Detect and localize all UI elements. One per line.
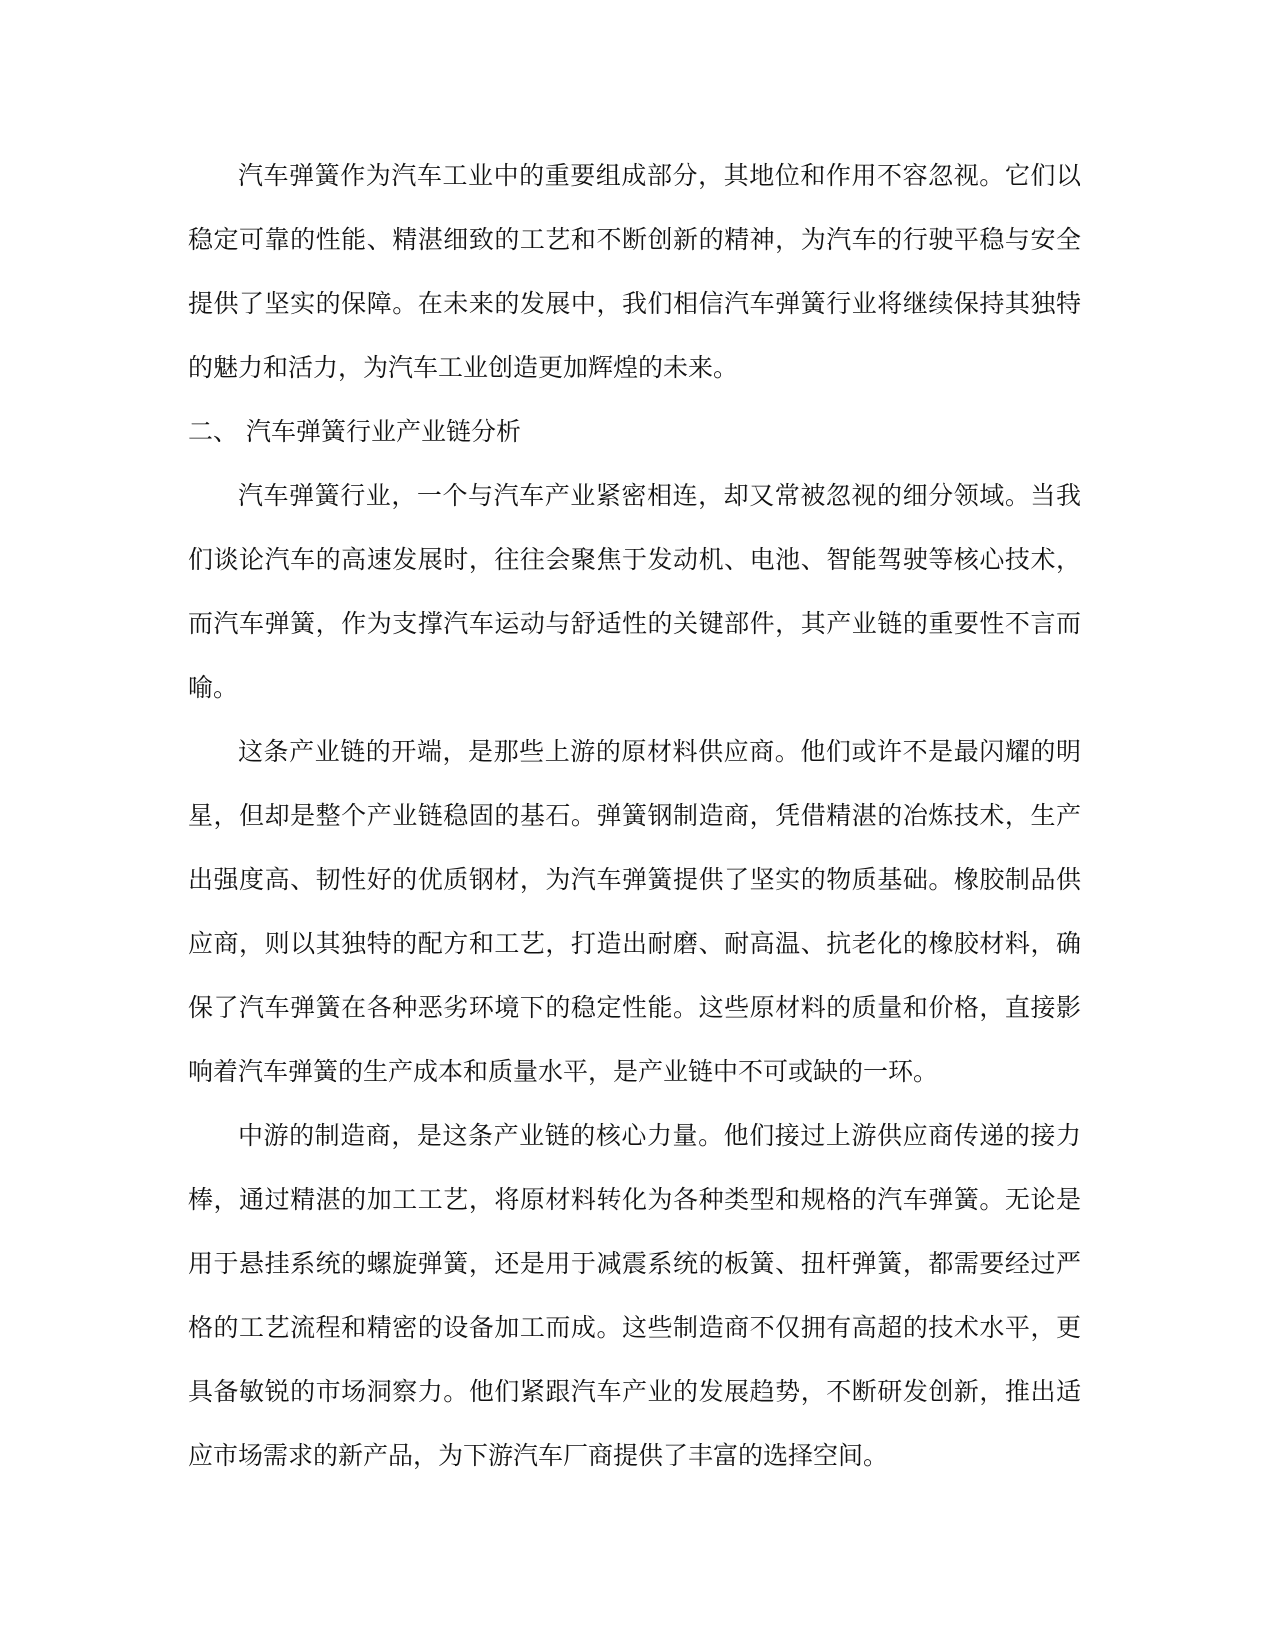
- section-number: 二、: [188, 417, 239, 446]
- paragraph-upstream: 这条产业链的开端，是那些上游的原材料供应商。他们或许不是最闪耀的明星，但却是整个产业链稳固的基石。弹簧钢制造商，凭借精湛的冶炼技术，生产出强度高、韧性好的优质钢材，为汽车弹簧提供了坚实的物质基础。橡胶制品供应商，则以其独特的配方和工艺，打造出耐磨、耐高温、抗老化的橡胶材料，确保了汽车弹簧在各种恶劣环境下的稳定性能。这些原材料的质量和价格，直接影响着汽车弹簧的生产成本和质量水平，是产业链中不可或缺的一环。: [188, 737, 1081, 1086]
- section-title: 汽车弹簧行业产业链分析: [246, 417, 522, 446]
- section-heading: [188, 400, 1081, 464]
- paragraph-midstream: 中游的制造商，是这条产业链的核心力量。他们接过上游供应商传递的接力棒，通过精湛的加工工艺，将原材料转化为各种类型和规格的汽车弹簧。无论是用于悬挂系统的螺旋弹簧，还是用于减震系统的板簧、扭杆弹簧，都需要经过严格的工艺流程和精密的设备加工而成。这些制造商不仅拥有高超的技术水平，更具备敏锐的市场洞察力。他们紧跟汽车产业的发展趋势，不断研发创新，推出适应市场需求的新产品，为下游汽车厂商提供了丰富的选择空间。: [188, 1121, 1081, 1470]
- paragraph-intro: 汽车弹簧行业，一个与汽车产业紧密相连，却又常被忽视的细分领域。当我们谈论汽车的高速发展时，往往会聚焦于发动机、电池、智能驾驶等核心技术，而汽车弹簧，作为支撑汽车运动与舒适性的关键部件，其产业链的重要性不言而喻。: [188, 481, 1081, 702]
- paragraph-conclusion: 汽车弹簧作为汽车工业中的重要组成部分，其地位和作用不容忽视。它们以稳定可靠的性能、精湛细致的工艺和不断创新的精神，为汽车的行驶平稳与安全提供了坚实的保障。在未来的发展中，我们相信汽车弹簧行业将继续保持其独特的魅力和活力，为汽车工业创造更加辉煌的未来。: [188, 161, 1081, 382]
- document-body: [188, 144, 1081, 1488]
